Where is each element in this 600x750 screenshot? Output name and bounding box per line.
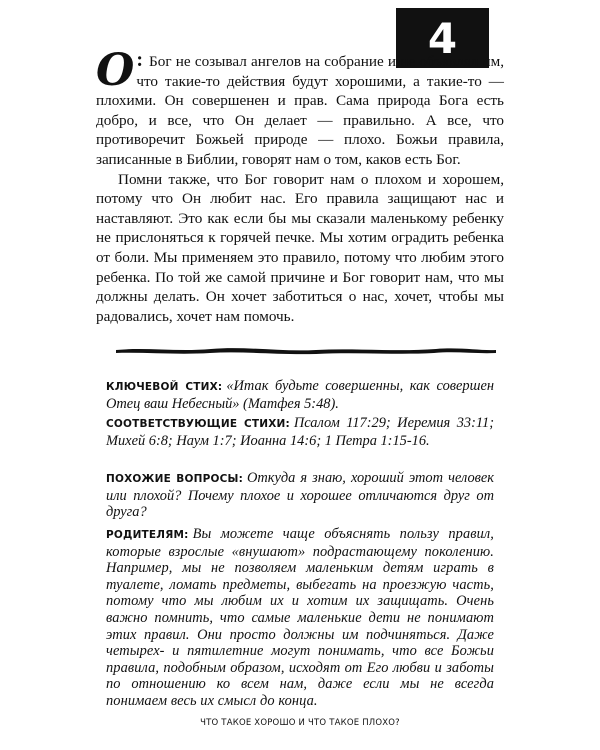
key-verse-block [106,378,494,412]
similar-questions-label: ПОХОЖИЕ ВОПРОСЫ: [106,473,244,485]
parents-label: РОДИТЕЛЯМ: [106,529,189,541]
answer-paragraph-1 [96,45,504,170]
parents-text: Вы можете чаще объяснять пользу правил, которые взрослые «внушают» подрастающему поколению. Например, мы не позволяем маленьким детям играть в туалете, ломать предметы, выбегать на проезжую часть, потому что мы любим их и хотим их защищать. Очень важно помнить, что самые маленькие дети не понимают этих правил. Они просто должны им подчиняться. Даже четырех- и пятилетние могут понимать, что все Божьи правила, подобным образом, исходят от Его любви и заботы по отношению ко всем нам, даже если мы не всегда понимаем весь их смысл до конца. [106,526,494,709]
related-verses-block [106,415,494,449]
parents-note-block [106,526,494,710]
similar-questions-block [106,470,494,521]
page-footer: ЧТО ТАКОЕ ХОРОШО И ЧТО ТАКОЕ ПЛОХО? [200,718,400,728]
answer-paragraph-1-text: Бог не созывал ангелов на собрание и не объявлял им, что такие-то действия будут хорошими, а такие-то — плохими. Он совершенен и прав. Сама природа Бога есть добро, и все, что Он делает — правильно. А все, что противоречит Божьей природе — плохо. Божьи правила, записанные в Библии, говорят нам о том, каков есть Бог. [96,53,504,168]
answer-paragraph-2: Помни также, что Бог говорит нам о плохом и хорошем, потому что Он любит нас. Его правила защищают нас и наставляют. Это как если бы мы сказали маленькому ребенку не прислоняться к горячей печке. Мы хотим оградить ребенка от боли. Мы применяем это правило, потому что любим этого ребенка. По той же самой причине и Бог говорит нам, что мы должны делать. Он хочет заботиться о нас, хочет, чтобы мы радовались, хочет нам помочь. [96,170,504,325]
key-verse-label: КЛЮЧЕВОЙ СТИХ: [106,381,223,393]
answer-colon: : [136,49,143,71]
related-verses-text: Псалом 117:29; Иеремия 33:11; Михей 6:8; Наум 1:7; Иоанна 14:6; 1 Петра 1:15-16. [106,415,494,449]
related-verses-label: СООТВЕТСТВУЮЩИЕ СТИХИ: [106,418,290,430]
answer-drop-letter: О [96,45,135,96]
key-verse-text: «Итак будьте совершенны, как совершен Отец ваш Небесный» (Матфея 5:48). [106,378,494,412]
chapter-number: 4 [427,13,458,63]
section-divider [116,344,496,356]
similar-questions-text: Откуда я знаю, хороший этот человек или плохой? Почему плохое и хорошее отличаются друг от друга? [106,470,495,521]
answer-section [96,45,504,326]
